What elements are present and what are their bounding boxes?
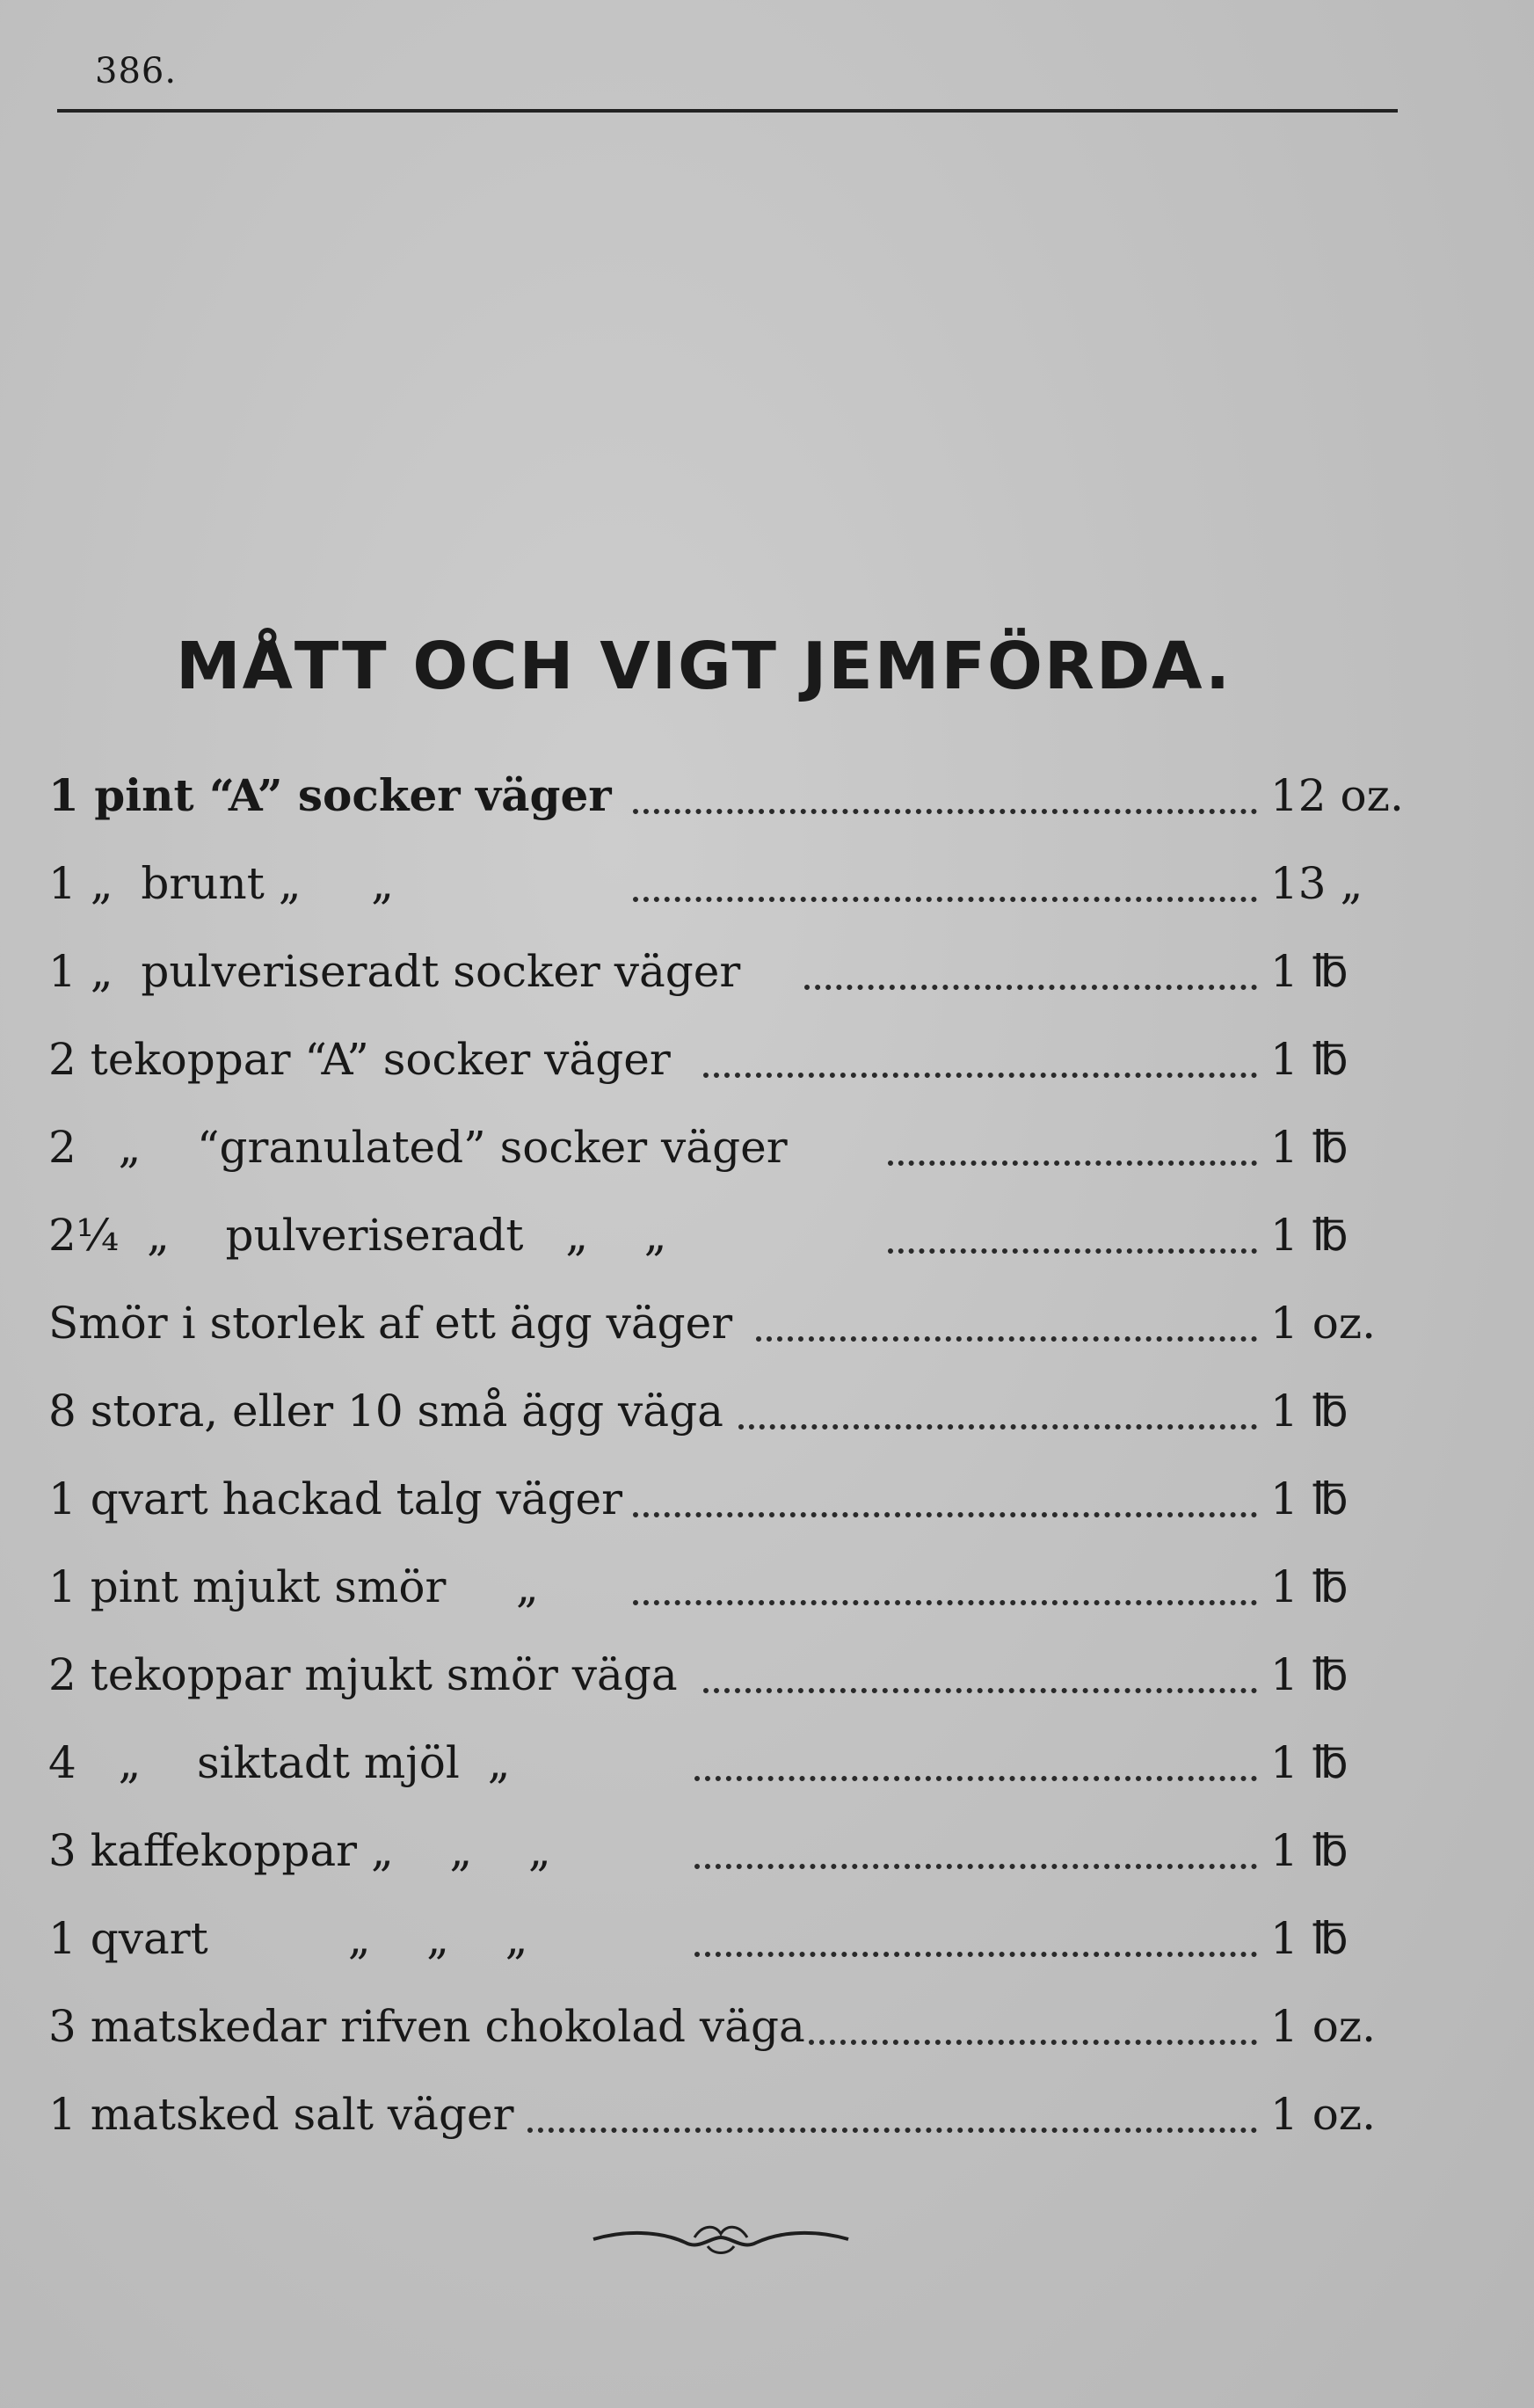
table-row: [0, 1284, 1534, 1363]
row-label: 1 qvart „ „ „: [48, 1913, 528, 1964]
header-rule: [57, 109, 1398, 113]
row-label: 2 tekoppar mjukt smör väga: [48, 1649, 678, 1700]
table-row: [0, 1899, 1534, 1978]
page-number: 386.: [95, 51, 178, 91]
leader-dots: [888, 1248, 1257, 1254]
row-label: 1 pint mjukt smör „: [48, 1561, 539, 1612]
leader-dots: [694, 1864, 1257, 1869]
row-value: 1 oz.: [1270, 2089, 1377, 2140]
row-label: 2¼ „ pulveriseradt „ „: [48, 1210, 667, 1261]
table-row: [0, 1108, 1534, 1187]
leader-dots: [804, 985, 1257, 990]
row-value: 1 oz.: [1270, 1298, 1377, 1349]
leader-dots: [703, 1073, 1257, 1078]
table-row: [0, 756, 1534, 835]
leader-dots: [633, 1512, 1257, 1517]
leader-dots: [756, 1336, 1257, 1342]
row-label: Smör i storlek af ett ägg väger: [48, 1298, 733, 1349]
leader-dots: [527, 2128, 1257, 2133]
table-row: [0, 1811, 1534, 1890]
table-row: [0, 844, 1534, 923]
row-label: 1 „ brunt „ „: [48, 858, 394, 909]
table-row: [0, 1371, 1534, 1451]
table-row: [0, 1196, 1534, 1275]
row-value: 1 ℔: [1270, 1737, 1349, 1788]
row-value: 1 ℔: [1270, 1649, 1349, 1700]
decorative-flourish-icon: [589, 2211, 853, 2264]
leader-dots: [633, 809, 1257, 814]
leader-dots: [888, 1160, 1257, 1166]
leader-dots: [738, 1424, 1257, 1430]
table-row: [0, 1635, 1534, 1714]
page-title: MÅTT OCH VIGT JEMFÖRDA.: [176, 629, 1232, 704]
table-row: [0, 1020, 1534, 1099]
leader-dots: [633, 1600, 1257, 1605]
row-label: 1 „ pulveriseradt socker väger: [48, 946, 741, 997]
row-label: 3 matskedar rifven chokolad väga: [48, 2001, 805, 2052]
row-label: 2 tekoppar “A” socker väger: [48, 1034, 671, 1085]
row-label: 1 matsked salt väger: [48, 2089, 514, 2140]
row-value: 1 ℔: [1270, 1210, 1349, 1261]
row-label: 4 „ siktadt mjöl „: [48, 1737, 511, 1788]
row-value: 13 „: [1270, 858, 1363, 909]
table-row: [0, 1547, 1534, 1626]
leader-dots: [633, 897, 1257, 902]
table-row: [0, 1459, 1534, 1539]
row-value: 1 ℔: [1270, 1913, 1349, 1964]
leader-dots: [809, 2040, 1257, 2045]
row-value: 1 ℔: [1270, 1034, 1349, 1085]
table-row: [0, 1987, 1534, 2066]
row-value: 1 ℔: [1270, 1122, 1349, 1173]
row-value: 1 ℔: [1270, 1473, 1349, 1524]
leader-dots: [703, 1688, 1257, 1693]
row-label: 1 pint “A” socker väger: [48, 769, 612, 821]
row-value: 1 ℔: [1270, 1561, 1349, 1612]
row-value: 1 ℔: [1270, 1825, 1349, 1876]
row-label: 1 qvart hackad talg väger: [48, 1473, 623, 1524]
row-label: 2 „ “granulated” socker väger: [48, 1122, 788, 1173]
row-label: 3 kaffekoppar „ „ „: [48, 1825, 551, 1876]
row-value: 1 oz.: [1270, 2001, 1377, 2052]
row-value: 1 ℔: [1270, 1386, 1349, 1437]
leader-dots: [694, 1952, 1257, 1957]
table-row: [0, 1723, 1534, 1802]
row-value: 1 ℔: [1270, 946, 1349, 997]
row-value: 12 oz.: [1270, 770, 1404, 821]
row-label: 8 stora, eller 10 små ägg väga: [48, 1386, 723, 1437]
table-row: [0, 2075, 1534, 2154]
leader-dots: [694, 1776, 1257, 1781]
table-row: [0, 932, 1534, 1011]
